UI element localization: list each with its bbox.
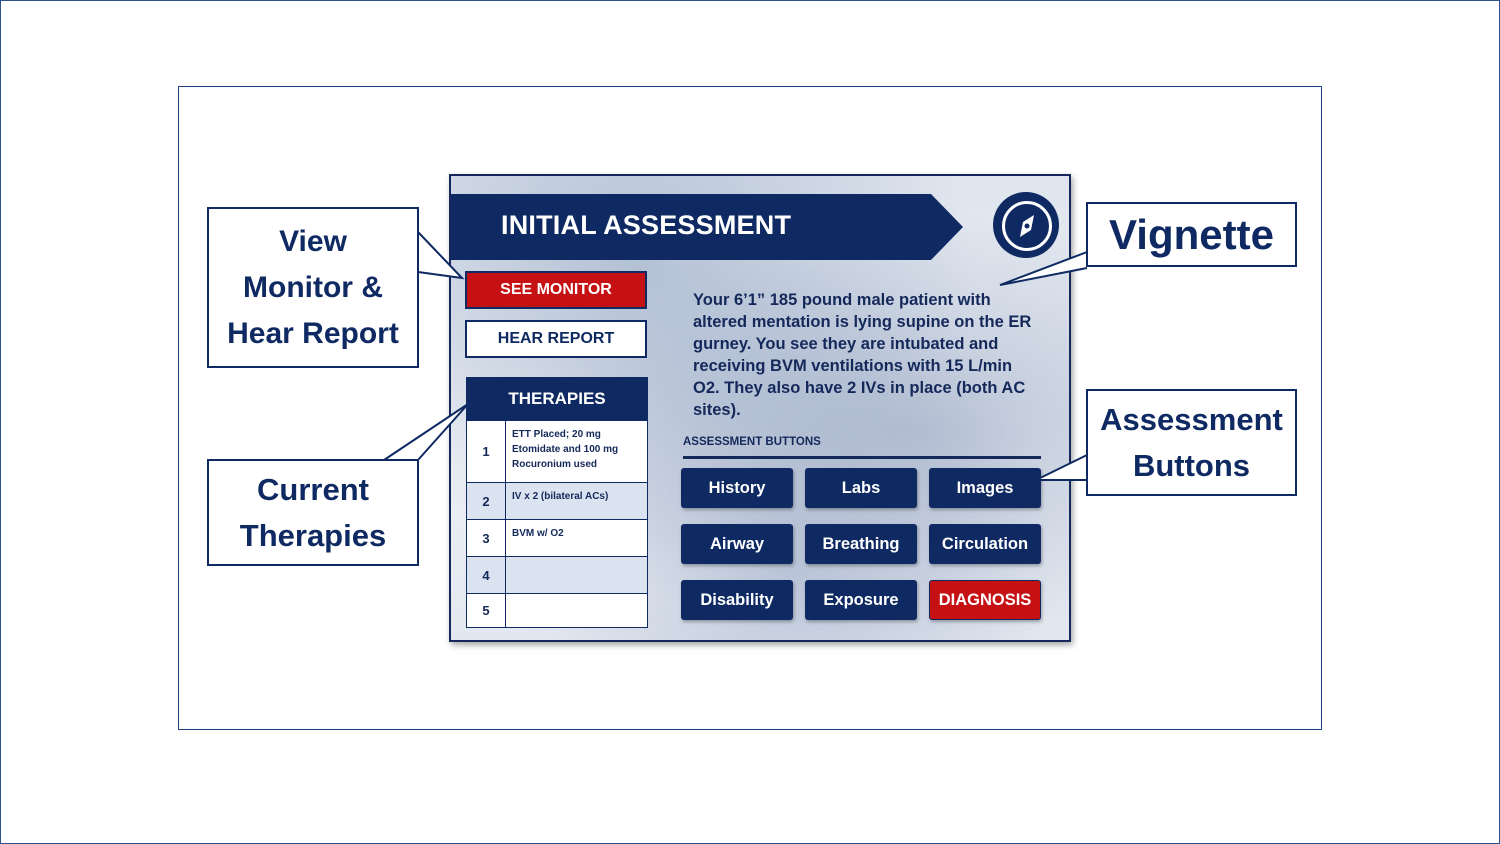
callout-line: Current [257, 471, 369, 507]
callout-current-therapies [207, 459, 419, 566]
therapy-number: 5 [467, 594, 506, 627]
therapy-row [467, 556, 647, 593]
disability-button[interactable]: Disability [681, 580, 793, 620]
callout-line: Hear Report [227, 316, 399, 350]
initial-assessment-panel [449, 174, 1071, 642]
therapy-row [467, 593, 647, 627]
callout-line: Therapies [239, 517, 387, 553]
compass-icon[interactable] [993, 192, 1059, 258]
callout-line: Assessment [1100, 401, 1283, 437]
vignette-text: Your 6’1” 185 pound male patient with altered mentation is lying supine on the ER gurney. You see they are intubated and receiving BVM ventilations with 15 L/min O2. They also have 2 IVs in place (both AC sites). [693, 291, 1032, 419]
see-monitor-button[interactable]: SEE MONITOR [465, 271, 647, 309]
breathing-button[interactable]: Breathing [805, 524, 917, 564]
images-button[interactable]: Images [929, 468, 1041, 508]
therapies-header: THERAPIES [467, 378, 647, 420]
therapy-text [506, 594, 647, 627]
therapy-number: 1 [467, 421, 506, 482]
hear-report-button[interactable]: HEAR REPORT [465, 320, 647, 358]
therapy-text: ETT Placed; 20 mg Etomidate and 100 mg Rocuronium used [512, 429, 619, 470]
assessment-buttons-label: ASSESSMENT BUTTONS [683, 436, 821, 448]
therapy-text: BVM w/ O2 [512, 528, 564, 539]
divider [683, 456, 1041, 459]
therapy-number: 4 [467, 557, 506, 593]
callout-assessment-buttons [1086, 389, 1297, 496]
diagnosis-button[interactable]: DIAGNOSIS [929, 580, 1041, 620]
therapy-number: 2 [467, 483, 506, 519]
therapy-row [467, 519, 647, 556]
page-title: INITIAL ASSESSMENT [501, 210, 792, 240]
therapy-row [467, 482, 647, 519]
therapy-text [506, 557, 647, 593]
history-button[interactable]: History [681, 468, 793, 508]
therapy-number: 3 [467, 520, 506, 556]
therapies-table [466, 377, 648, 628]
therapy-text: IV x 2 (bilateral ACs) [512, 491, 609, 502]
callout-line: Vignette [1109, 210, 1274, 258]
airway-button[interactable]: Airway [681, 524, 793, 564]
callout-line: Monitor & [243, 270, 383, 304]
callout-monitor-report [207, 207, 419, 368]
callout-vignette [1086, 202, 1297, 267]
callout-line: View [279, 224, 347, 258]
circulation-button[interactable]: Circulation [929, 524, 1041, 564]
callout-line: Buttons [1132, 447, 1251, 483]
exposure-button[interactable]: Exposure [805, 580, 917, 620]
therapy-row [467, 420, 647, 482]
labs-button[interactable]: Labs [805, 468, 917, 508]
